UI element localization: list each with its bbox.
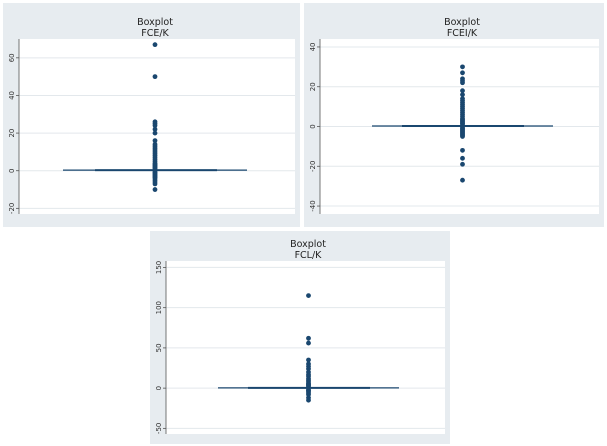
chart-subtitle: FCE/K (141, 28, 169, 39)
y-tick-label: -50 (155, 422, 163, 435)
outlier-point (153, 187, 158, 192)
outlier-point (460, 178, 465, 183)
outlier-point (460, 134, 465, 139)
y-tick-label: 20 (309, 82, 317, 92)
boxplot-panel-fcei-k (304, 3, 604, 227)
y-tick-label: 150 (155, 260, 163, 275)
y-tick-label: 100 (155, 300, 163, 315)
y-tick-label: -40 (309, 200, 317, 212)
boxplot-panel-fce-k (3, 3, 300, 227)
outlier-point (306, 336, 311, 341)
chart-fcl-k (150, 231, 450, 444)
chart-subtitle: FCEI/K (446, 28, 478, 39)
outlier-point (153, 181, 158, 186)
outlier-point (460, 64, 465, 69)
outlier-point (460, 162, 465, 167)
outlier-point (306, 341, 311, 346)
outlier-point (306, 398, 311, 403)
y-tick-label: -20 (309, 160, 317, 172)
outlier-point (460, 80, 465, 85)
chart-title: Boxplot (137, 17, 173, 28)
outlier-point (460, 156, 465, 161)
y-tick-label: -20 (8, 202, 16, 215)
chart-title: Boxplot (444, 17, 480, 28)
y-tick-label: 0 (8, 168, 16, 173)
outlier-point (460, 148, 465, 153)
y-tick-label: 0 (309, 124, 317, 129)
y-tick-label: 0 (155, 385, 163, 391)
chart-fcei-k (304, 3, 604, 227)
boxplot-panel-fcl-k (150, 231, 450, 444)
y-tick-label: 40 (309, 42, 317, 52)
y-tick-label: 20 (8, 128, 16, 138)
chart-subtitle: FCL/K (294, 250, 322, 261)
y-tick-label: 50 (155, 343, 163, 353)
outlier-point (153, 74, 158, 79)
chart-title: Boxplot (290, 239, 326, 250)
outlier-point (153, 131, 158, 136)
chart-fce-k (3, 3, 300, 227)
outlier-point (306, 293, 311, 298)
outlier-point (460, 70, 465, 75)
outlier-point (153, 42, 158, 47)
y-tick-label: 40 (8, 90, 16, 100)
y-tick-label: 60 (8, 53, 16, 63)
